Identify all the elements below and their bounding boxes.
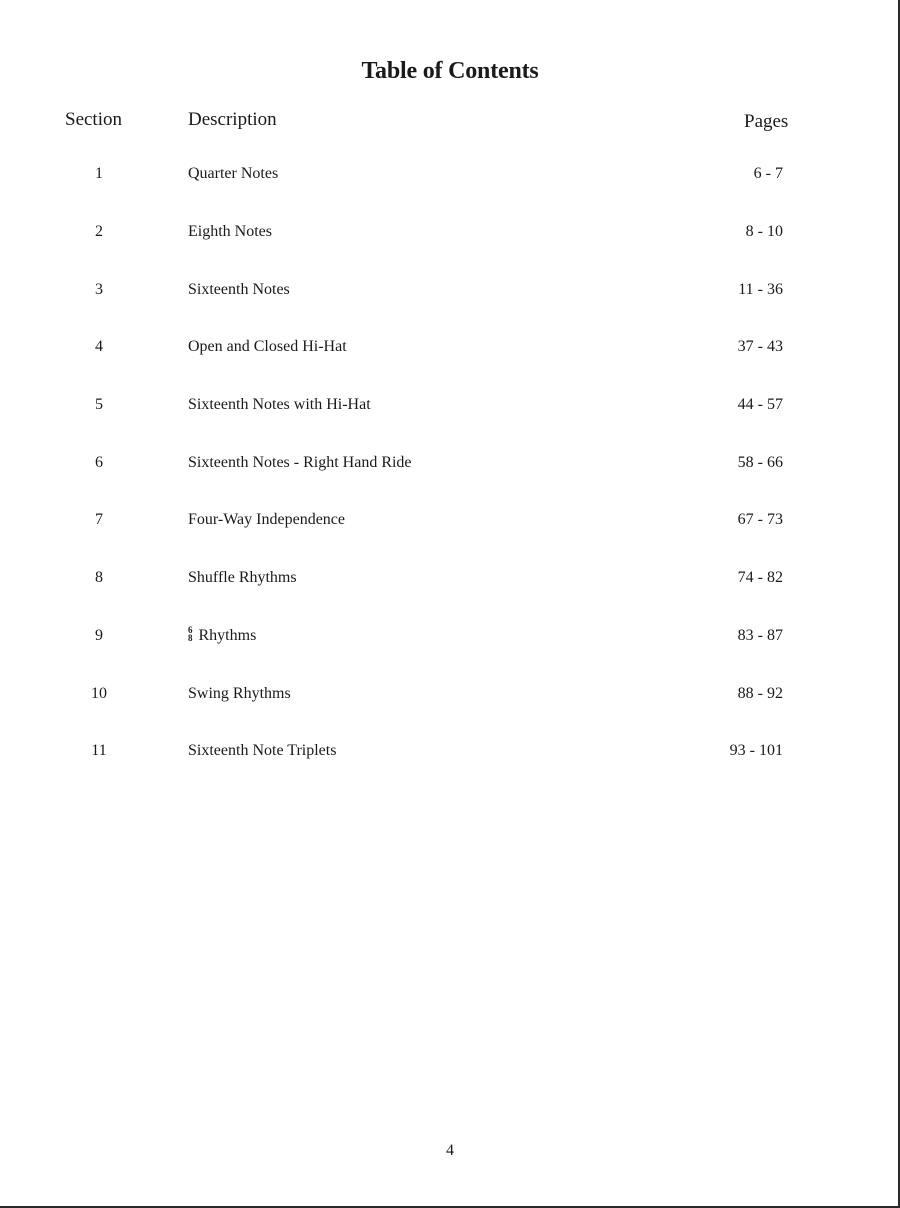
- section-number: 1: [95, 165, 103, 182]
- page-range: 6 - 7: [753, 165, 783, 182]
- section-description: Sixteenth Notes with Hi-Hat: [188, 396, 371, 413]
- section-number: 4: [95, 338, 103, 355]
- page-range: 11 - 36: [738, 281, 783, 298]
- page-range: 93 - 101: [729, 742, 783, 759]
- section-number: 11: [91, 742, 107, 759]
- toc-row: [0, 511, 900, 535]
- description-column-header: Description: [188, 109, 277, 130]
- section-description: Four-Way Independence: [188, 511, 345, 528]
- section-number: 5: [95, 396, 103, 413]
- page-range: 44 - 57: [737, 396, 783, 413]
- page-range: 67 - 73: [737, 511, 783, 528]
- page-number: 4: [446, 1142, 454, 1159]
- section-description: Sixteenth Note Triplets: [188, 742, 337, 759]
- section-number: 8: [95, 569, 103, 586]
- toc-row: [0, 281, 900, 305]
- section-description: Sixteenth Notes: [188, 281, 290, 298]
- toc-row: [0, 627, 900, 651]
- section-description: Open and Closed Hi-Hat: [188, 338, 347, 355]
- time-signature-icon: [188, 626, 193, 642]
- section-description-with-time-signature: [188, 627, 256, 645]
- page-range: 83 - 87: [737, 627, 783, 644]
- toc-row: [0, 223, 900, 247]
- page-range: 88 - 92: [737, 685, 783, 702]
- section-number: 2: [95, 223, 103, 240]
- section-description: Sixteenth Notes - Right Hand Ride: [188, 454, 412, 471]
- section-description: Quarter Notes: [188, 165, 279, 182]
- pages-column-header: Pages: [744, 111, 789, 132]
- toc-row: [0, 165, 900, 189]
- page-range: 58 - 66: [737, 454, 783, 471]
- section-description: Swing Rhythms: [188, 685, 291, 702]
- toc-row: [0, 685, 900, 709]
- page-title: Table of Contents: [361, 58, 539, 84]
- section-description: Eighth Notes: [188, 223, 272, 240]
- section-number: 9: [95, 627, 103, 644]
- toc-row: [0, 338, 900, 362]
- time-signature-top: 6: [188, 625, 193, 636]
- section-number: 10: [91, 685, 107, 702]
- page-range: 74 - 82: [737, 569, 783, 586]
- section-number: 3: [95, 281, 103, 298]
- section-column-header: Section: [65, 109, 122, 130]
- page-range: 37 - 43: [737, 338, 783, 355]
- section-description: Rhythms: [198, 627, 257, 644]
- toc-row: [0, 454, 900, 478]
- time-signature-bottom: 8: [188, 633, 193, 644]
- page-range: 8 - 10: [745, 223, 783, 240]
- section-number: 7: [95, 511, 103, 528]
- section-number: 6: [95, 454, 103, 471]
- toc-row: [0, 569, 900, 593]
- toc-row: [0, 742, 900, 766]
- toc-row: [0, 396, 900, 420]
- section-description: Shuffle Rhythms: [188, 569, 297, 586]
